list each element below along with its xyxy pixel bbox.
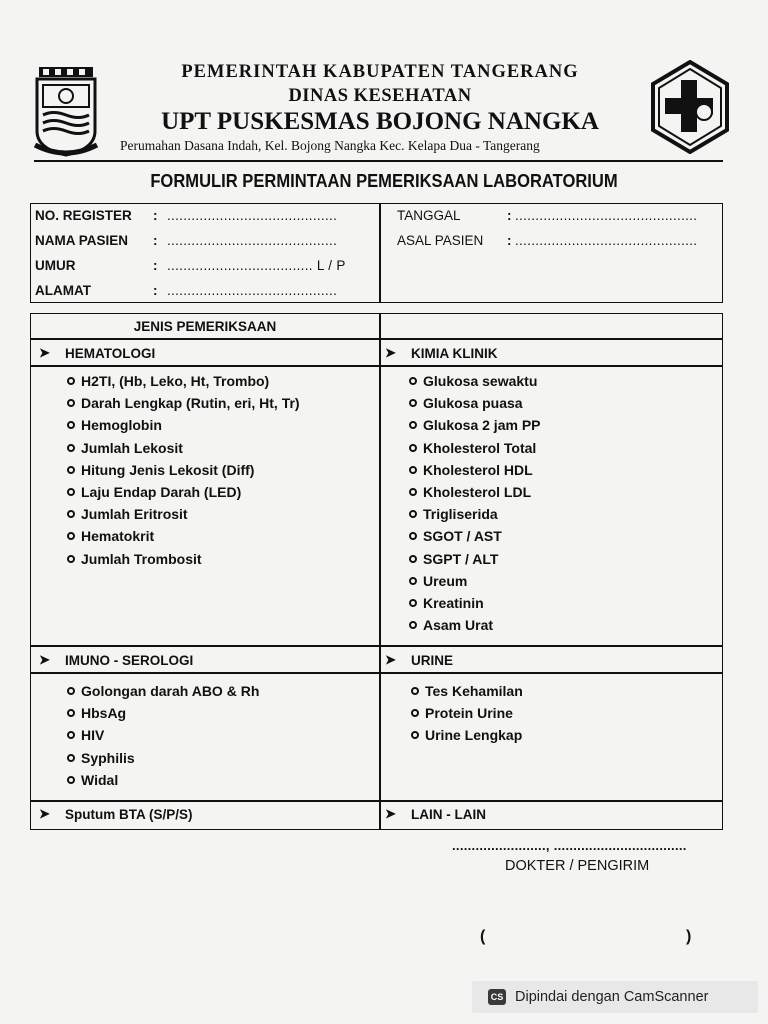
checkbox-circle-icon[interactable]	[67, 444, 75, 452]
test-label: Darah Lengkap (Rutin, eri, Ht, Tr)	[81, 395, 300, 412]
checkbox-circle-icon[interactable]	[411, 709, 419, 717]
section-title: IMUNO - SEROLOGI	[65, 652, 194, 668]
field-dots: .............................................	[515, 233, 698, 248]
patient-info-divider	[379, 204, 381, 302]
test-option[interactable]	[409, 370, 541, 392]
checkbox-circle-icon[interactable]	[67, 532, 75, 540]
test-option[interactable]	[409, 570, 541, 592]
signature-paren-open: (	[480, 928, 486, 945]
test-label: Hitung Jenis Lekosit (Diff)	[81, 461, 255, 478]
section-title: URINE	[411, 652, 454, 668]
signature-paren-close: )	[686, 928, 692, 945]
test-option[interactable]	[67, 747, 259, 769]
header-divider	[34, 160, 723, 162]
field-no-register[interactable]	[35, 208, 338, 223]
field-umur[interactable]	[35, 258, 346, 273]
arrow-icon: ➤	[39, 345, 50, 360]
test-label: Jumlah Eritrosit	[81, 506, 188, 523]
checkbox-circle-icon[interactable]	[409, 466, 417, 474]
field-label: NO. REGISTER	[35, 208, 132, 223]
test-label: Syphilis	[81, 749, 135, 766]
test-label: Kholesterol LDL	[423, 484, 532, 501]
checkbox-circle-icon[interactable]	[67, 687, 75, 695]
field-alamat[interactable]	[35, 283, 338, 298]
field-label: NAMA PASIEN	[35, 233, 129, 248]
camscanner-text: Dipindai dengan CamScanner	[515, 989, 709, 1005]
section-kimia-klinik	[385, 345, 498, 361]
test-label: Hemoglobin	[81, 417, 162, 434]
checkbox-circle-icon[interactable]	[67, 377, 75, 385]
test-option[interactable]	[67, 680, 259, 702]
test-option[interactable]	[409, 614, 541, 636]
field-colon: :	[153, 258, 158, 273]
tests-table	[30, 313, 723, 830]
checkbox-circle-icon[interactable]	[409, 399, 417, 407]
field-label: UMUR	[35, 258, 76, 273]
field-label: ASAL PASIEN	[397, 233, 484, 248]
checkbox-circle-icon[interactable]	[67, 709, 75, 717]
test-option[interactable]	[67, 370, 300, 392]
checkbox-circle-icon[interactable]	[409, 577, 417, 585]
field-label: ALAMAT	[35, 283, 91, 298]
checkbox-circle-icon[interactable]	[409, 488, 417, 496]
test-option[interactable]	[67, 724, 259, 746]
test-label: Asam Urat	[423, 617, 494, 634]
field-colon: :	[153, 283, 158, 298]
field-dots: ..........................................	[167, 208, 338, 223]
checkbox-circle-icon[interactable]	[67, 510, 75, 518]
test-option[interactable]	[411, 702, 523, 724]
arrow-icon: ➤	[385, 345, 396, 360]
header-government: PEMERINTAH KABUPATEN TANGERANG	[181, 62, 579, 82]
test-label: HIV	[81, 727, 105, 744]
hematologi-list	[67, 370, 300, 570]
regency-crest-icon	[33, 65, 99, 157]
test-label: Kreatinin	[423, 594, 484, 611]
test-label: Jumlah Lekosit	[81, 439, 183, 456]
table-header-jenis-pemeriksaan: JENIS PEMERIKSAAN	[133, 319, 277, 334]
test-option[interactable]	[409, 503, 541, 525]
checkbox-circle-icon[interactable]	[411, 687, 419, 695]
table-row-divider	[31, 365, 722, 367]
header-department: DINAS KESEHATAN	[288, 86, 472, 106]
test-label: Glukosa sewaktu	[423, 373, 538, 390]
patient-info-box	[30, 203, 723, 303]
field-tanggal[interactable]	[397, 208, 698, 223]
test-option[interactable]	[409, 437, 541, 459]
test-option[interactable]	[67, 459, 300, 481]
test-label: Tes Kehamilan	[425, 683, 523, 700]
field-dots: .............................................	[515, 208, 698, 223]
test-label: Kholesterol Total	[423, 439, 537, 456]
field-colon: :	[153, 208, 158, 223]
checkbox-circle-icon[interactable]	[67, 776, 75, 784]
checkbox-circle-icon[interactable]	[409, 555, 417, 563]
field-asal-pasien[interactable]	[397, 233, 698, 248]
arrow-icon: ➤	[39, 806, 50, 821]
section-imuno-serologi	[39, 652, 193, 668]
urine-list	[411, 680, 523, 747]
test-label: Laju Endap Darah (LED)	[81, 484, 242, 501]
camscanner-watermark	[472, 981, 758, 1013]
test-option[interactable]	[409, 414, 541, 436]
section-title: HEMATOLOGI	[65, 345, 156, 361]
test-option[interactable]	[411, 680, 523, 702]
field-nama-pasien[interactable]	[35, 233, 338, 248]
section-sputum[interactable]	[39, 806, 193, 822]
checkbox-circle-icon[interactable]	[409, 510, 417, 518]
test-option[interactable]	[67, 503, 300, 525]
checkbox-circle-icon[interactable]	[409, 444, 417, 452]
test-label: Glukosa 2 jam PP	[423, 417, 541, 434]
field-label: TANGGAL	[397, 208, 461, 223]
signature-label: DOKTER / PENGIRIM	[505, 858, 650, 874]
checkbox-circle-icon[interactable]	[67, 555, 75, 563]
checkbox-circle-icon[interactable]	[67, 421, 75, 429]
section-urine	[385, 652, 453, 668]
field-dots: ..........................................	[167, 283, 338, 298]
test-option[interactable]	[67, 525, 300, 547]
checkbox-circle-icon[interactable]	[411, 731, 419, 739]
section-lain-lain[interactable]	[385, 806, 486, 822]
test-label: Hematokrit	[81, 528, 155, 545]
test-option[interactable]	[409, 548, 541, 570]
test-label: Urine Lengkap	[425, 727, 523, 744]
checkbox-circle-icon[interactable]	[67, 466, 75, 474]
test-label: Widal	[81, 771, 119, 788]
checkbox-circle-icon[interactable]	[409, 421, 417, 429]
checkbox-circle-icon[interactable]	[67, 731, 75, 739]
test-label: Protein Urine	[425, 705, 513, 722]
table-row-divider	[31, 338, 722, 340]
kimia-klinik-list	[409, 370, 541, 636]
test-option[interactable]	[409, 392, 541, 414]
test-option[interactable]	[67, 548, 300, 570]
arrow-icon: ➤	[39, 652, 50, 667]
arrow-icon: ➤	[385, 806, 396, 821]
test-option[interactable]	[409, 459, 541, 481]
checkbox-circle-icon[interactable]	[409, 377, 417, 385]
test-option[interactable]	[409, 525, 541, 547]
table-row-divider	[31, 672, 722, 674]
field-colon: :	[507, 233, 512, 248]
table-row-divider	[31, 645, 722, 647]
health-cross-logo-icon	[651, 60, 729, 154]
section-title: Sputum BTA (S/P/S)	[65, 806, 193, 822]
checkbox-circle-icon[interactable]	[67, 399, 75, 407]
checkbox-circle-icon[interactable]	[409, 532, 417, 540]
imuno-serologi-list	[67, 680, 259, 791]
test-option[interactable]	[67, 392, 300, 414]
section-title: LAIN - LAIN	[411, 806, 486, 822]
arrow-icon: ➤	[385, 652, 396, 667]
field-dots: ..........................................	[167, 233, 338, 248]
field-colon: :	[153, 233, 158, 248]
test-option[interactable]	[67, 437, 300, 459]
test-option[interactable]	[67, 414, 300, 436]
checkbox-circle-icon[interactable]	[409, 599, 417, 607]
test-label: HbsAg	[81, 705, 127, 722]
test-label: SGPT / ALT	[423, 550, 499, 567]
test-label: Kholesterol HDL	[423, 461, 533, 478]
section-title: KIMIA KLINIK	[411, 345, 498, 361]
test-label: Golongan darah ABO & Rh	[81, 683, 260, 700]
test-option[interactable]	[67, 481, 300, 503]
test-label: Glukosa puasa	[423, 395, 523, 412]
form-title: FORMULIR PERMINTAAN PEMERIKSAAN LABORATORIUM	[150, 171, 618, 191]
table-row-divider	[31, 800, 722, 802]
header-address: Perumahan Dasana Indah, Kel. Bojong Nangka Kec. Kelapa Dua - Tangerang	[120, 138, 540, 153]
test-option[interactable]	[409, 481, 541, 503]
signature-place-date[interactable]: ........................, ..................................	[452, 838, 687, 853]
camscanner-logo-icon: CS	[488, 989, 506, 1005]
checkbox-circle-icon[interactable]	[409, 621, 417, 629]
header-institution: UPT PUSKESMAS BOJONG NANGKA	[161, 108, 599, 135]
field-dots: .................................... L / P	[167, 258, 346, 273]
test-label: SGOT / AST	[423, 528, 502, 545]
table-center-divider	[379, 314, 381, 829]
field-colon: :	[507, 208, 512, 223]
checkbox-circle-icon[interactable]	[67, 754, 75, 762]
test-label: H2TI, (Hb, Leko, Ht, Trombo)	[81, 373, 270, 390]
test-option[interactable]	[411, 724, 523, 746]
test-label: Jumlah Trombosit	[81, 550, 202, 567]
test-label: Trigliserida	[423, 506, 498, 523]
section-hematologi	[39, 345, 155, 361]
test-label: Ureum	[423, 572, 468, 589]
checkbox-circle-icon[interactable]	[67, 488, 75, 496]
test-option[interactable]	[67, 769, 259, 791]
test-option[interactable]	[409, 592, 541, 614]
test-option[interactable]	[67, 702, 259, 724]
